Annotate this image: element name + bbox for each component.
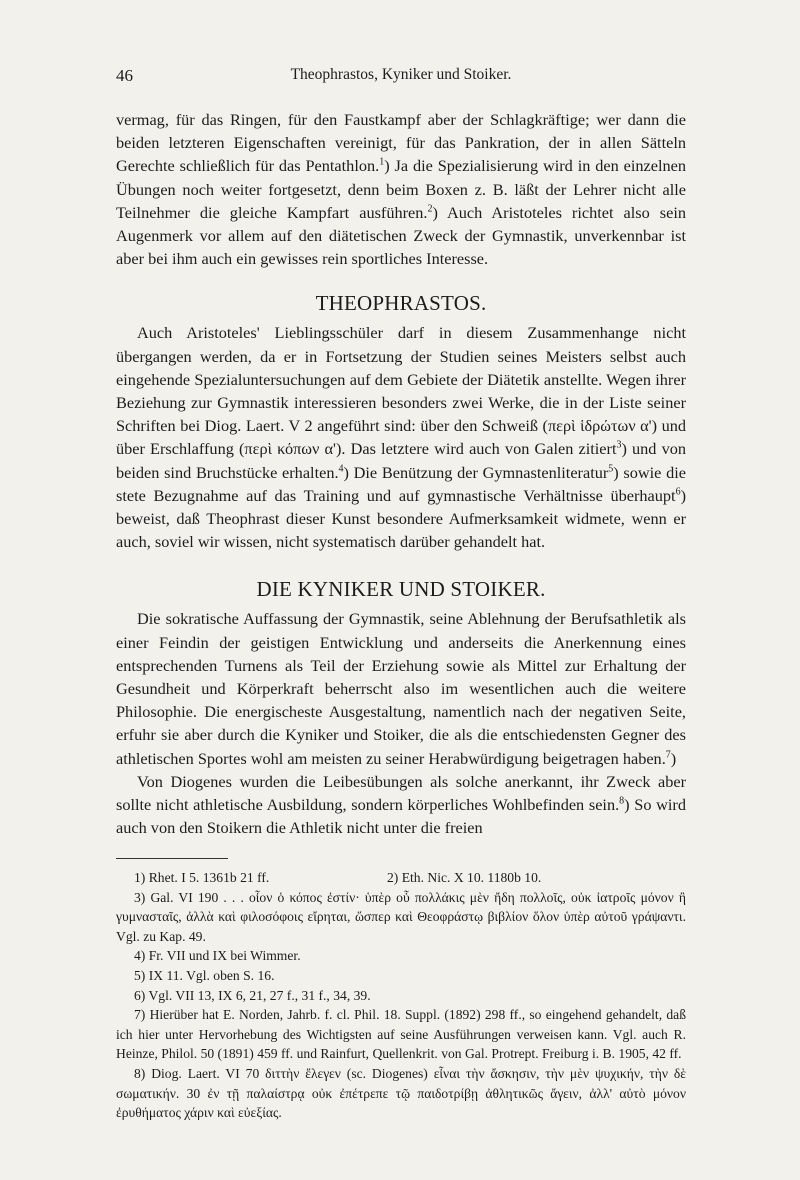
text-run: ) So wird auch von den Stoikern die Athletik nicht unter die freien — [116, 795, 686, 838]
paragraph-kyniker-1 — [116, 607, 686, 769]
text-run: Von Diogenes wurden die Leibesübungen als solche anerkannt, ihr Zweck aber sollte nicht athletische Ausbildung, sondern körperliches Wohlbefinden sein. — [116, 771, 686, 815]
paragraph-aristoteles — [116, 108, 686, 270]
footnote-divider — [116, 858, 228, 859]
footnote-ref-3[interactable]: 3 — [616, 440, 622, 452]
footnote-4: 4) Fr. VII und IX bei Wimmer. — [134, 948, 301, 964]
footnote-6: 6) Vgl. VII 13, IX 6, 21, 27 f., 31 f., 34, 39. — [134, 987, 371, 1003]
footnotes — [116, 868, 686, 1123]
section-title-kyniker-stoiker: DIE KYNIKER UND STOIKER. — [256, 577, 546, 602]
footnote-row-1-2 — [116, 868, 686, 888]
text-run: Auch Aristoteles' Lieblingsschüler darf in diesem Zusammenhange nicht übergangen werden, da er in Fortsetzung der Studien seines Meisters selbst auch eingehende Spezialuntersuchungen auf dem Gebiete der Diätetik anstellte. Wegen ihrer Beziehung zur Gymnastik interessieren besonders zwei Werke, die in der Liste seiner Schriften bei Diog. Laert. V 2 angeführt sind: über den Schweiß (περὶ ἱδρώτων α') und über Erschlaffung (περὶ κόπων α'). Das letztere wird auch von Galen zitiert — [116, 323, 686, 459]
page-number: 46 — [116, 66, 133, 85]
text-run: Die sokratische Auffassung der Gymnastik, seine Ablehnung der Berufsathletik als einer Feindin der geistigen Entwicklung und anderseits die Anerkennung eines entsprechenden Turnens als Teil der Erziehung sowie als Mittel zur Erhaltung der Gesundheit und Körperkraft beherrscht also im wesentlichen auch die weitere Philosophie. Die energischeste Ausgestaltung, namentlich nach der negativen Seite, erfuhr sie aber durch die Kyniker und Stoiker, die als die entschiedensten Gegner des athletischen Sportes wohl am meisten zu seiner Herabwürdigung beigetragen haben. — [116, 609, 686, 768]
footnote-8: 8) Diog. Laert. VI 70 διττὴν ἔλεγεν (sc. Diogenes) εἶναι τὴν ἄσκησιν, τὴν μὲν ψυχικήν, τὴν δὲ σωματικήν. 30 ἐν τῇ παλαίστρᾳ οὐκ ἐπέτρεπε τῷ παιδοτρίβῃ ἀθλητικῶς ἄγειν, ἀλλ' αὐτὸ μόνον ἐρυθήματος χάριν καὶ εὐεξίας. — [116, 1065, 686, 1121]
footnote-ref-6[interactable]: 6 — [675, 486, 681, 498]
running-title: Theophrastos, Kyniker und Stoiker. — [290, 66, 512, 83]
footnote-ref-7[interactable]: 7 — [665, 749, 671, 761]
footnote-1: 1) Rhet. I 5. 1361b 21 ff. — [134, 870, 270, 885]
footnote-5: 5) IX 11. Vgl. oben S. 16. — [134, 967, 275, 983]
text-run: vermag, für das Ringen, für den Faustkampf aber der Schlagkräftige; wer dann die beiden letzteren Eigenschaften vereinigt, für das Pankration, der in allen Sätteln Gerechte schließlich für das Pentathlon. — [116, 110, 686, 176]
footnote-2: 2) Eth. Nic. X 10. 1180b 10. — [387, 870, 542, 885]
text-run: ) sowie die stete Bezugnahme auf das Training und auf gymnastische Verhältnisse überhaupt — [116, 462, 686, 505]
paragraph-theophrastos — [116, 321, 686, 553]
text-run: ) beweist, daß Theophrast dieser Kunst besondere Aufmerksamkeit widmete, wenn er auch, soviel wir wissen, nicht systematisch darüber gehandelt hat. — [116, 485, 686, 552]
footnote-ref-5[interactable]: 5 — [608, 463, 614, 475]
footnote-ref-1[interactable]: 1 — [379, 156, 385, 168]
text-run: ) und von beiden sind Bruchstücke erhalten. — [116, 439, 686, 482]
text-run: ) — [670, 748, 677, 768]
footnote-3: 3) Gal. VI 190 . . . οἷον ὁ κόπος ἐστίν· ὑπὲρ οὗ πολλάκις μὲν ἤδη πολλοῖς, οὐκ ἰατροῖς μόνον ἢ γυμνασταῖς, ἀλλὰ καὶ φιλοσόφοις εἴρηται, ὥσπερ καὶ Θεοφράστῳ βιβλίον ὅλον ὑπὲρ αὐτοῦ γράψαντι. Vgl. zu Kap. 49. — [116, 889, 686, 944]
page-header — [116, 66, 686, 90]
paragraph-kyniker-2 — [116, 770, 686, 840]
text-run: ) Ja die Spezialisierung wird in den einzelnen Übungen noch weiter fortgesetzt, denn beim Boxen z. B. läßt der Lehrer nicht alle Teilnehmer die gleiche Kampfart ausführen. — [116, 156, 686, 222]
text-run: ) Auch Aristoteles richtet also sein Augenmerk vor allem auf den diätetischen Zweck der Gymnastik, unverkennbar ist aber bei ihm auch ein gewisses rein sportliches Interesse. — [116, 202, 686, 269]
footnote-ref-4[interactable]: 4 — [338, 463, 344, 475]
footnote-ref-8[interactable]: 8 — [619, 795, 625, 807]
main-text — [116, 108, 686, 839]
section-title-theophrastos: THEOPHRASTOS. — [315, 291, 487, 316]
text-run: ) Die Benützung der Gymnastenliteratur — [343, 462, 609, 482]
footnote-ref-2[interactable]: 2 — [427, 203, 433, 215]
footnote-7: 7) Hierüber hat E. Norden, Jahrb. f. cl. Phil. 18. Suppl. (1892) 298 ff., so eingehend gehandelt, daß ich hier unter Hervorhebung des Wichtigsten auf seine Ausführungen verweisen kann. Vgl. auch R. Heinze, Philol. 50 (1891) 459 ff. und Rainfurt, Quellenkrit. von Gal. Protrept. Freiburg i. B. 1905, 42 ff. — [116, 1007, 686, 1062]
